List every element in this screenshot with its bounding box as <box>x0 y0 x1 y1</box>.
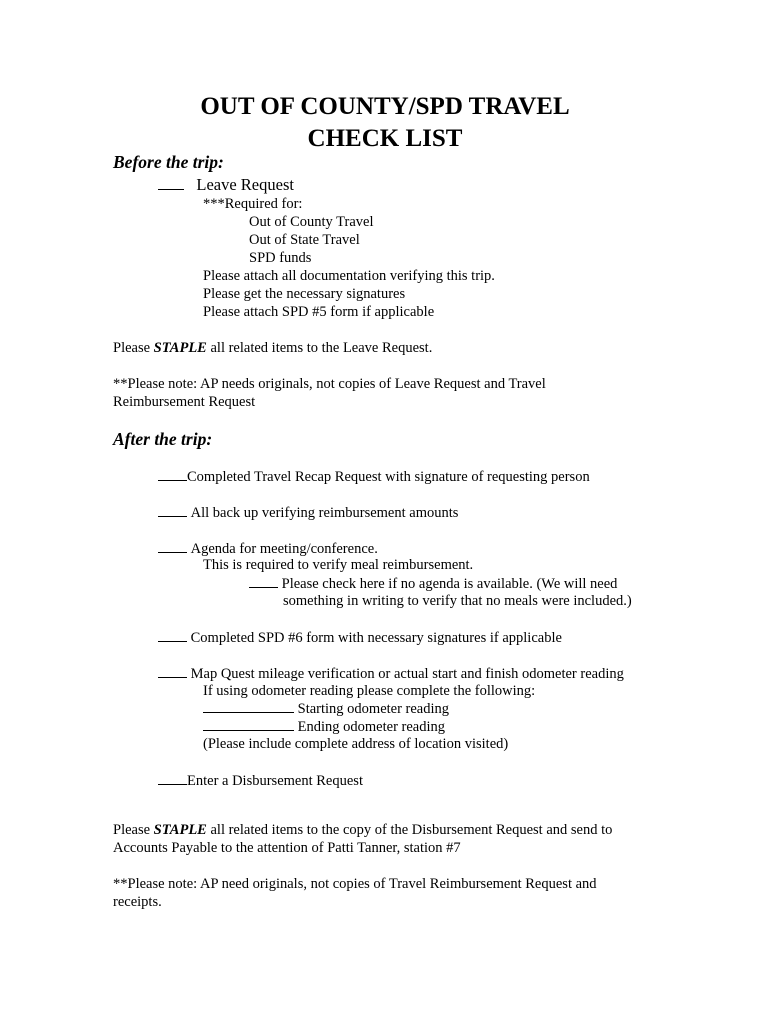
starting-odometer-label: Starting odometer reading <box>297 701 450 717</box>
before-trip-heading: Before the trip: <box>113 152 224 172</box>
agenda-label: Agenda for meeting/conference. <box>190 541 378 557</box>
before-note-line1: **Please note: AP needs originals, not copies of Leave Request and Travel <box>113 376 546 392</box>
after-item-spd6 <box>158 628 562 647</box>
address-note: (Please include complete address of location visited) <box>203 736 509 752</box>
starting-odometer-blank[interactable] <box>203 699 294 713</box>
disbursement-label: Enter a Disbursement Request <box>187 773 363 789</box>
leave-request-checkbox-blank[interactable] <box>158 176 184 190</box>
instruction-attach-docs: Please attach all documentation verifying this trip. <box>203 268 495 284</box>
no-agenda-checkbox-blank[interactable] <box>249 574 278 588</box>
odometer-instruction: If using odometer reading please complete the following: <box>203 683 536 699</box>
before-staple-instruction: Please STAPLE all related items to the Leave Request. <box>113 340 433 356</box>
agenda-sub-note: This is required to verify meal reimbursement. <box>203 557 474 573</box>
staple-emphasis: STAPLE <box>153 340 207 356</box>
backup-label: All back up verifying reimbursement amounts <box>190 505 459 521</box>
ending-odometer-blank[interactable] <box>203 717 294 731</box>
leave-request-label: Leave Request <box>196 175 294 194</box>
spd6-checkbox-blank[interactable] <box>158 628 187 642</box>
no-agenda-line2: something in writing to verify that no meals were included.) <box>283 593 632 609</box>
after-item-backup <box>158 503 458 522</box>
before-note-line2: Reimbursement Request <box>113 394 256 410</box>
backup-checkbox-blank[interactable] <box>158 503 187 517</box>
recap-checkbox-blank[interactable] <box>158 467 187 481</box>
required-item-state: Out of State Travel <box>249 232 360 248</box>
after-item-recap <box>158 467 590 486</box>
no-agenda-label: Please check here if no agenda is available. (We will need <box>281 576 618 592</box>
leave-request-item <box>158 176 294 194</box>
staple-emphasis-after: STAPLE <box>153 822 207 838</box>
after-item-mapquest <box>158 664 624 683</box>
after-item-disbursement <box>158 771 363 790</box>
after-trip-heading: After the trip: <box>113 429 213 449</box>
recap-label: Completed Travel Recap Request with signature of requesting person <box>187 469 590 485</box>
agenda-checkbox-blank[interactable] <box>158 539 187 553</box>
after-note-line2: receipts. <box>113 894 162 910</box>
starting-odometer <box>203 699 449 718</box>
mapquest-checkbox-blank[interactable] <box>158 664 187 678</box>
after-staple-instruction: Please STAPLE all related items to the copy of the Disbursement Request and send to <box>113 822 613 838</box>
disbursement-checkbox-blank[interactable] <box>158 771 187 785</box>
no-agenda-check <box>249 574 617 593</box>
page-title-line1: OUT OF COUNTY/SPD TRAVEL <box>200 93 570 120</box>
ending-odometer-label: Ending odometer reading <box>297 719 445 735</box>
instruction-signatures: Please get the necessary signatures <box>203 286 406 302</box>
required-item-county: Out of County Travel <box>249 214 374 230</box>
after-staple-line2: Accounts Payable to the attention of Patti Tanner, station #7 <box>113 840 461 856</box>
page-title-line2: CHECK LIST <box>307 125 463 152</box>
required-item-spd: SPD funds <box>249 250 312 266</box>
mapquest-label: Map Quest mileage verification or actual start and finish odometer reading <box>190 666 624 682</box>
instruction-spd5: Please attach SPD #5 form if applicable <box>203 304 435 320</box>
ending-odometer <box>203 717 445 736</box>
spd6-label: Completed SPD #6 form with necessary signatures if applicable <box>190 630 562 646</box>
required-for-label: ***Required for: <box>203 196 303 212</box>
after-note-line1: **Please note: AP need originals, not copies of Travel Reimbursement Request and <box>113 876 597 892</box>
